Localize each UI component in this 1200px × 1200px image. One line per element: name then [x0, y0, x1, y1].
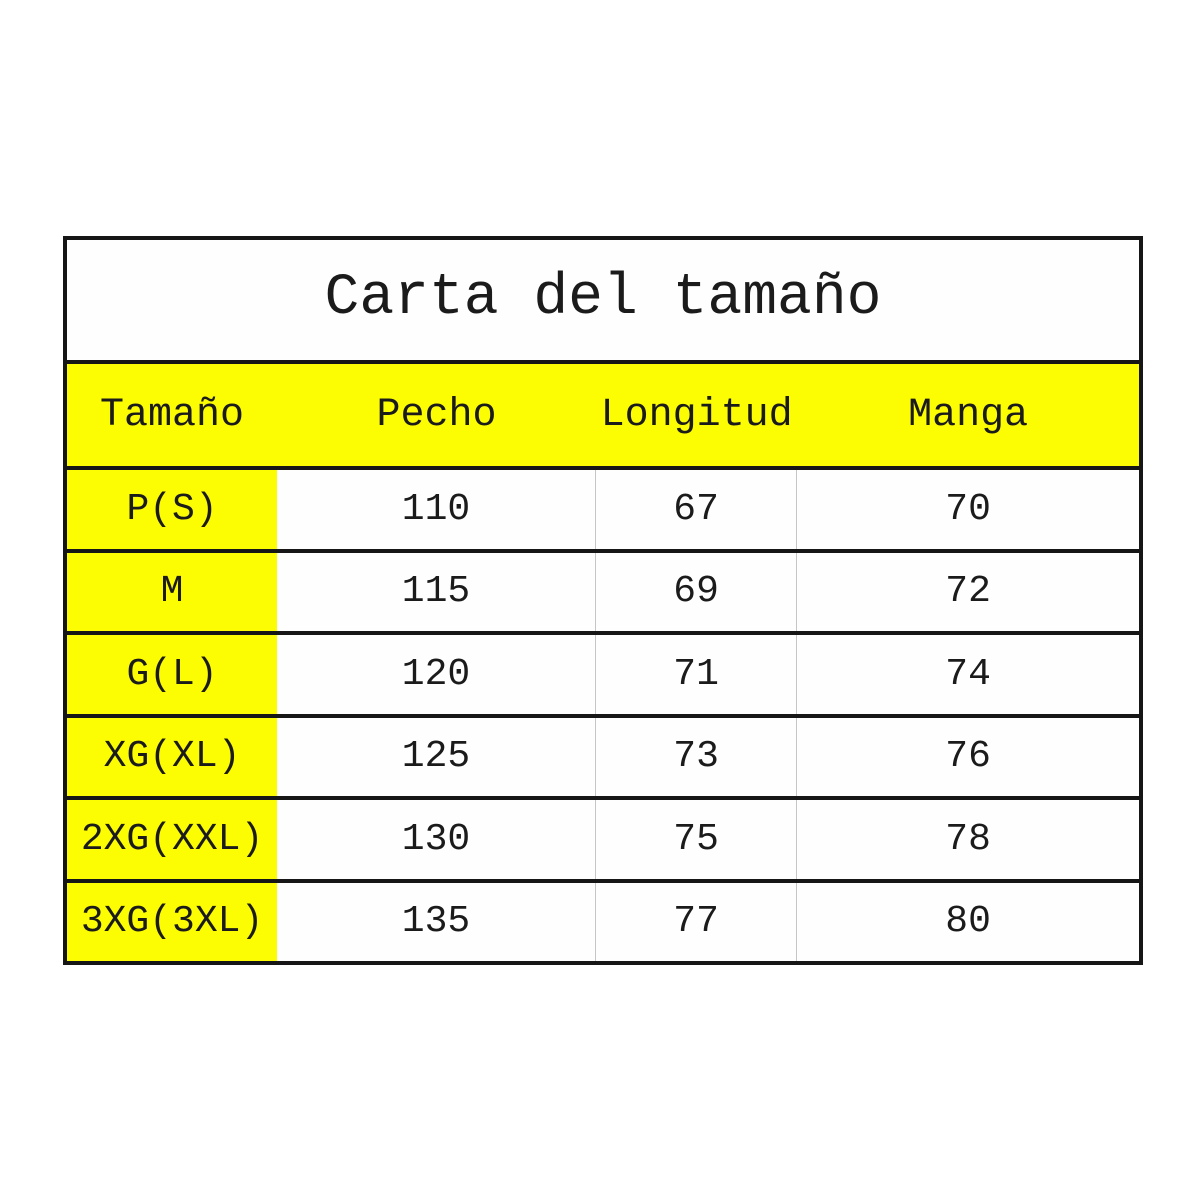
pecho-value: 115 — [277, 553, 596, 632]
column-header-longitud: Longitud — [600, 392, 793, 438]
manga-value: 70 — [797, 470, 1139, 549]
table-row — [67, 549, 1139, 632]
size-label: 3XG(3XL) — [67, 883, 277, 962]
manga-value: 80 — [797, 883, 1139, 962]
table-title-row — [67, 240, 1139, 360]
pecho-value: 135 — [277, 883, 596, 962]
table-row — [67, 879, 1139, 962]
manga-value: 78 — [797, 800, 1139, 879]
size-label: M — [67, 553, 277, 632]
table-header-row — [67, 360, 1139, 466]
manga-value: 76 — [797, 718, 1139, 797]
longitud-value: 75 — [596, 800, 797, 879]
manga-value: 72 — [797, 553, 1139, 632]
table-row — [67, 466, 1139, 549]
longitud-value: 77 — [596, 883, 797, 962]
pecho-value: 120 — [277, 635, 596, 714]
table-row — [67, 631, 1139, 714]
size-label: XG(XL) — [67, 718, 277, 797]
manga-value: 74 — [797, 635, 1139, 714]
table-row — [67, 796, 1139, 879]
pecho-value: 110 — [277, 470, 596, 549]
longitud-value: 71 — [596, 635, 797, 714]
size-label: P(S) — [67, 470, 277, 549]
column-header-tamano: Tamaño — [100, 392, 245, 438]
size-label: 2XG(XXL) — [67, 800, 277, 879]
table-title: Carta del tamaño — [324, 265, 882, 331]
size-label: G(L) — [67, 635, 277, 714]
pecho-value: 130 — [277, 800, 596, 879]
longitud-value: 69 — [596, 553, 797, 632]
column-header-pecho: Pecho — [376, 392, 497, 438]
column-header-manga: Manga — [908, 392, 1029, 438]
longitud-value: 67 — [596, 470, 797, 549]
longitud-value: 73 — [596, 718, 797, 797]
table-row — [67, 714, 1139, 797]
pecho-value: 125 — [277, 718, 596, 797]
size-chart-table — [63, 236, 1143, 965]
